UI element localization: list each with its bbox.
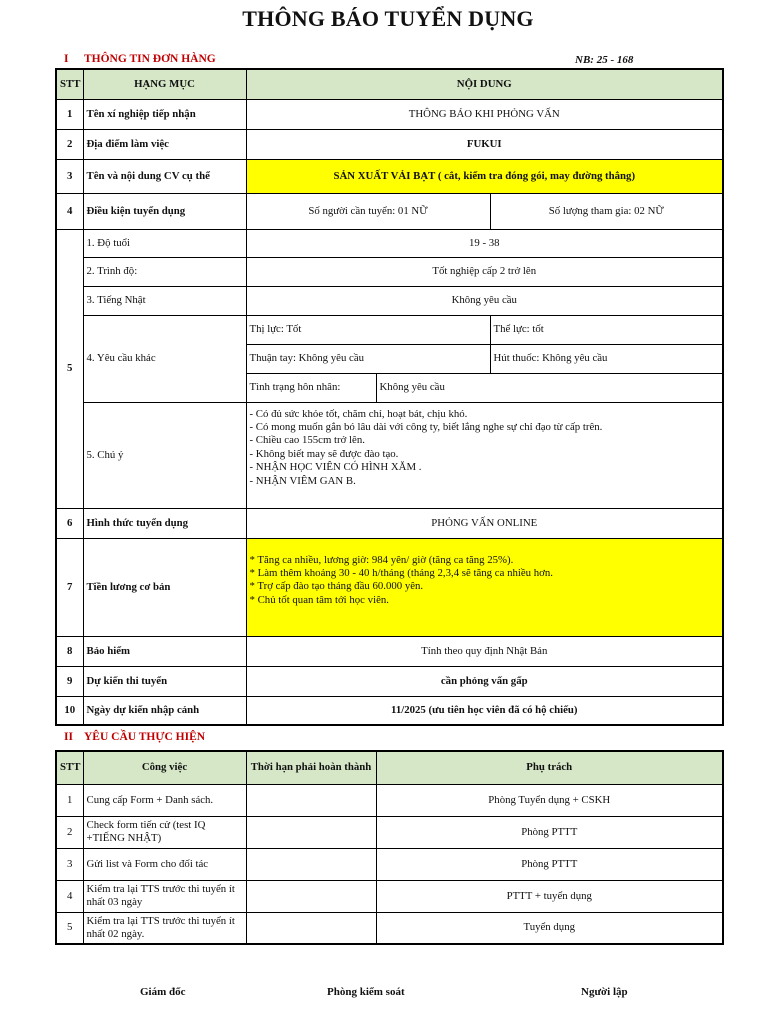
row-stt: 3 xyxy=(56,159,83,193)
page-title: THÔNG BÁO TUYỂN DỤNG xyxy=(242,6,534,31)
table-row xyxy=(56,129,723,159)
row-stt: 9 xyxy=(56,666,83,696)
age-value: 19 - 38 xyxy=(246,229,723,257)
other-requirements-label: 4. Yêu cầu khác xyxy=(83,315,246,402)
row-label: Tên và nội dung CV cụ thể xyxy=(83,159,246,193)
task-deadline xyxy=(246,784,376,816)
section-1-title: THÔNG TIN ĐƠN HÀNG xyxy=(84,53,216,65)
tasks-table xyxy=(55,750,724,945)
japanese-value: Không yêu cầu xyxy=(246,286,723,315)
task-name: Cung cấp Form + Danh sách. xyxy=(83,784,246,816)
header-stt: STT xyxy=(56,69,83,99)
header-category: HẠNG MỤC xyxy=(83,69,246,99)
signature-control: Phòng kiểm soát xyxy=(327,986,405,998)
row-stt: 5 xyxy=(56,229,83,508)
task-stt: 4 xyxy=(56,880,83,912)
table-row xyxy=(56,286,723,315)
exam-plan-value: cần phỏng vấn gấp xyxy=(246,666,723,696)
table-row xyxy=(56,880,723,912)
row-stt: 6 xyxy=(56,508,83,538)
required-count-value: Số người cần tuyển: 01 NỮ xyxy=(246,193,490,229)
signature-creator: Người lập xyxy=(581,986,628,998)
signature-director: Giám đốc xyxy=(140,986,186,998)
entry-date-value: 11/2025 (ưu tiên học viên đã có hộ chiếu) xyxy=(246,696,723,725)
salary-line: * Làm thêm khoảng 30 - 40 h/tháng (tháng 2,3,4 sẽ tăng ca nhiều hơn. xyxy=(249,566,553,579)
fitness-value: Thể lực: tốt xyxy=(490,315,723,344)
table-row xyxy=(56,315,723,344)
section-2-title: YÊU CẦU THỰC HIỆN xyxy=(84,731,206,743)
task-name: Gửi list và Form cho đối tác xyxy=(83,848,246,880)
recruitment-method-value: PHỎNG VẤN ONLINE xyxy=(246,508,723,538)
insurance-value: Tính theo quy định Nhật Bản xyxy=(246,636,723,666)
section-1-number: I xyxy=(64,53,69,65)
task-owner: PTTT + tuyển dụng xyxy=(376,880,723,912)
row-label: Tên xí nghiệp tiếp nhận xyxy=(83,99,246,129)
task-owner: Tuyển dụng xyxy=(376,912,723,944)
row-stt: 8 xyxy=(56,636,83,666)
section-1-heading xyxy=(64,53,216,65)
task-owner: Phòng Tuyển dụng + CSKH xyxy=(376,784,723,816)
section-2-heading xyxy=(64,731,205,743)
row-stt: 7 xyxy=(56,538,83,636)
education-label: 2. Trình độ: xyxy=(83,257,246,286)
note-line: - NHẬN HỌC VIÊN CÓ HÌNH XĂM . xyxy=(249,461,422,474)
order-info-table xyxy=(55,68,724,726)
table-row xyxy=(56,636,723,666)
task-deadline xyxy=(246,816,376,848)
header-content: NỘI DUNG xyxy=(246,69,723,99)
marital-value: Không yêu cầu xyxy=(376,373,723,402)
table-row xyxy=(56,402,723,508)
row-label: Địa điểm làm việc xyxy=(83,129,246,159)
header-task: Công việc xyxy=(83,751,246,784)
task-name: Check form tiến cử (test IQ +TIẾNG NHẬT) xyxy=(83,816,246,848)
education-value: Tốt nghiệp cấp 2 trở lên xyxy=(246,257,723,286)
table-header-row xyxy=(56,751,723,784)
header-deadline: Thời hạn phải hoàn thành xyxy=(246,751,376,784)
job-description-value: SẢN XUẤT VẢI BẠT ( cắt, kiểm tra đóng gói, may đường thẳng) xyxy=(246,159,723,193)
task-deadline xyxy=(246,880,376,912)
notes-label: 5. Chú ý xyxy=(83,402,246,508)
task-stt: 5 xyxy=(56,912,83,944)
table-row xyxy=(56,696,723,725)
table-row xyxy=(56,159,723,193)
row-stt: 1 xyxy=(56,99,83,129)
task-owner: Phòng PTTT xyxy=(376,816,723,848)
table-row xyxy=(56,816,723,848)
marital-label: Tình trạng hôn nhân: xyxy=(246,373,376,402)
task-deadline xyxy=(246,848,376,880)
table-row xyxy=(56,508,723,538)
age-label: 1. Độ tuổi xyxy=(83,229,246,257)
row-label: Điều kiện tuyển dụng xyxy=(83,193,246,229)
task-name: Kiểm tra lại TTS trước thi tuyển ít nhất 02 ngày. xyxy=(83,912,246,944)
row-stt: 2 xyxy=(56,129,83,159)
note-line: - Có mong muốn gắn bó lâu dài với công ty, biết lắng nghe sự chỉ đạo từ cấp trên. xyxy=(249,420,603,433)
row-label: Bảo hiểm xyxy=(83,636,246,666)
table-row xyxy=(56,784,723,816)
task-owner: Phòng PTTT xyxy=(376,848,723,880)
row-label: Tiền lương cơ bản xyxy=(83,538,246,636)
row-stt: 10 xyxy=(56,696,83,725)
task-deadline xyxy=(246,912,376,944)
table-row xyxy=(56,912,723,944)
table-row xyxy=(56,257,723,286)
table-row xyxy=(56,193,723,229)
task-stt: 2 xyxy=(56,816,83,848)
note-line: - NHẬN VIÊM GAN B. xyxy=(249,474,356,487)
row-label: Hình thức tuyển dụng xyxy=(83,508,246,538)
header-owner: Phụ trách xyxy=(376,751,723,784)
task-stt: 3 xyxy=(56,848,83,880)
table-row xyxy=(56,666,723,696)
salary-line: * Trợ cấp đào tạo tháng đầu 60.000 yên. xyxy=(249,580,424,593)
salary-line: * Tăng ca nhiều, lương giờ: 984 yên/ giờ (tăng ca tăng 25%). xyxy=(249,553,514,566)
note-line: - Chiều cao 155cm trở lên. xyxy=(249,434,365,447)
salary-content xyxy=(246,538,723,636)
handedness-value: Thuận tay: Không yêu cầu xyxy=(246,344,490,373)
row-label: Ngày dự kiến nhập cảnh xyxy=(83,696,246,725)
order-number: NB: 25 - 168 xyxy=(575,54,634,66)
table-row xyxy=(56,229,723,257)
table-header-row xyxy=(56,69,723,99)
eyesight-value: Thị lực: Tốt xyxy=(246,315,490,344)
task-stt: 1 xyxy=(56,784,83,816)
header-stt: STT xyxy=(56,751,83,784)
table-row xyxy=(56,99,723,129)
salary-line: * Chủ tốt quan tâm tới học viên. xyxy=(249,593,389,606)
smoking-value: Hút thuốc: Không yêu cầu xyxy=(490,344,723,373)
table-row xyxy=(56,538,723,636)
participant-count-value: Số lượng tham gia: 02 NỮ xyxy=(490,193,723,229)
table-row xyxy=(56,848,723,880)
row-stt: 4 xyxy=(56,193,83,229)
note-line: - Không biết may sẽ được đào tạo. xyxy=(249,447,399,460)
japanese-label: 3. Tiếng Nhật xyxy=(83,286,246,315)
location-value: FUKUI xyxy=(246,129,723,159)
section-2-number: II xyxy=(64,731,73,743)
row-label: Dự kiến thi tuyển xyxy=(83,666,246,696)
notes-content xyxy=(246,402,723,508)
task-name: Kiểm tra lại TTS trước thi tuyển ít nhất 03 ngày xyxy=(83,880,246,912)
note-line: - Có đủ sức khỏe tốt, chăm chỉ, hoạt bát, chịu khó. xyxy=(249,407,468,420)
company-value: THÔNG BÁO KHI PHỎNG VẤN xyxy=(246,99,723,129)
